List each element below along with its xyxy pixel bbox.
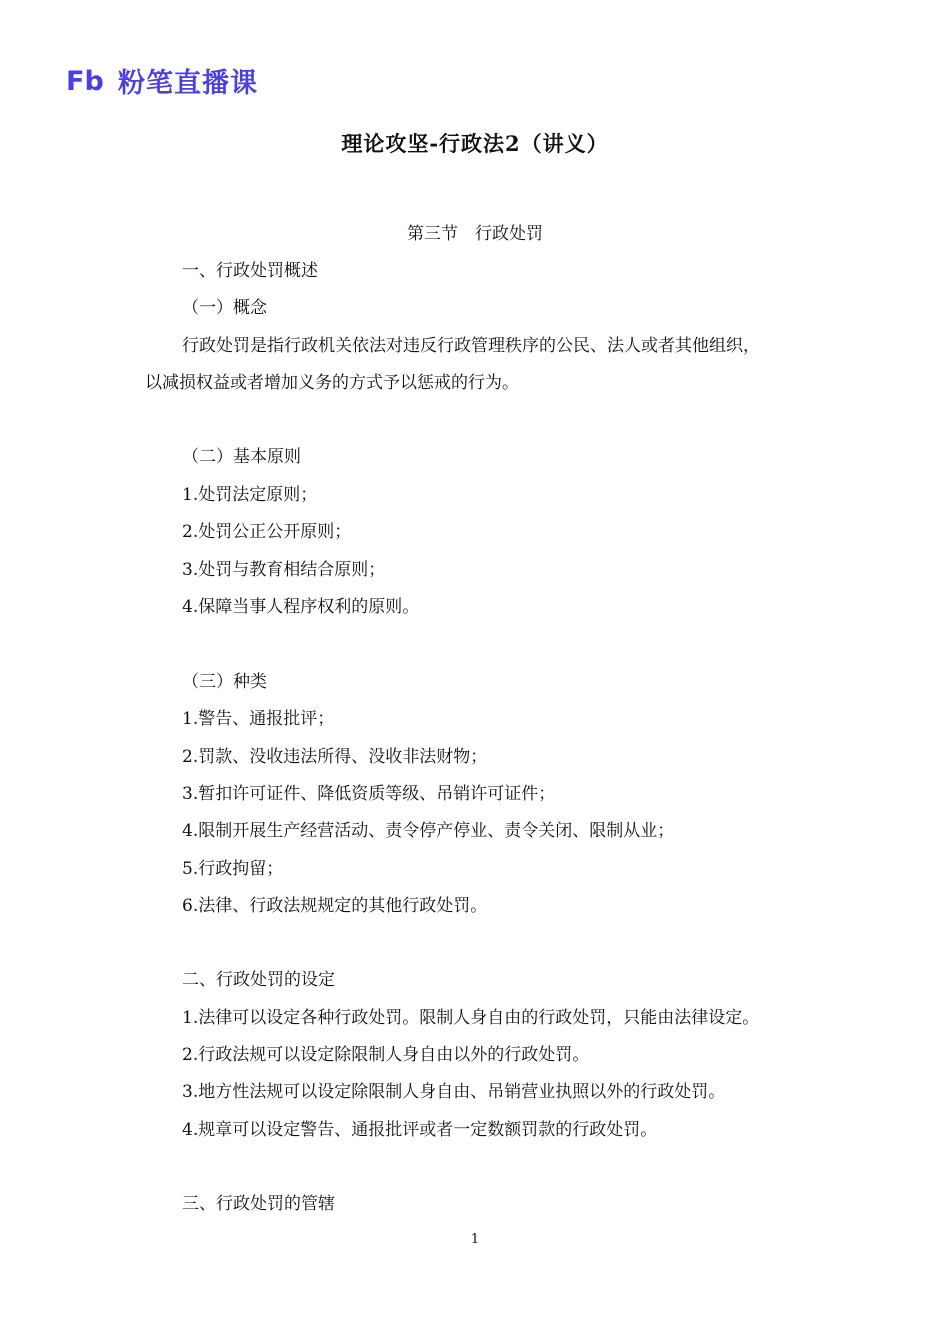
- brand-name: 粉笔直播课: [118, 67, 258, 99]
- section-heading: 第三节 行政处罚: [407, 224, 543, 244]
- part2-heading: 二、行政处罚的设定: [182, 970, 335, 990]
- principle-item: 3.处罚与教育相结合原则；: [182, 560, 386, 580]
- fb-logo-icon: [66, 65, 110, 95]
- setting-item: 1.法律可以设定各种行政处罚。限制人身自由的行政处罚，只能由法律设定。: [182, 1008, 760, 1028]
- part3-heading: 三、行政处罚的管辖: [182, 1194, 335, 1214]
- concept-para-line2: 以减损权益或者增加义务的方式予以惩戒的行为。: [145, 373, 519, 393]
- types-heading: （三）种类: [182, 672, 267, 692]
- principles-heading: （二）基本原则: [182, 447, 301, 467]
- type-item: 4.限制开展生产经营活动、责令停产停业、责令关闭、限制从业；: [182, 821, 675, 841]
- setting-item: 2.行政法规可以设定除限制人身自由以外的行政处罚。: [182, 1045, 590, 1065]
- type-item: 3.暂扣许可证件、降低资质等级、吊销许可证件；: [182, 784, 556, 804]
- type-item: 1.警告、通报批评；: [182, 709, 335, 729]
- logo-mark-text: Fb: [66, 66, 104, 95]
- setting-item: 4.规章可以设定警告、通报批评或者一定数额罚款的行政处罚。: [182, 1120, 658, 1140]
- type-item: 6.法律、行政法规规定的其他行政处罚。: [182, 896, 488, 916]
- document-title: 理论攻坚-行政法2（讲义）: [341, 131, 609, 156]
- concept-heading: （一）概念: [182, 298, 267, 318]
- concept-para-line1: 行政处罚是指行政机关依法对违反行政管理秩序的公民、法人或者其他组织，: [182, 336, 760, 356]
- type-item: 5.行政拘留；: [182, 859, 284, 879]
- brand-logo: [66, 62, 258, 98]
- part1-heading: 一、行政处罚概述: [182, 261, 318, 281]
- principle-item: 2.处罚公正公开原则；: [182, 522, 352, 542]
- page-number: 1: [470, 1232, 480, 1247]
- principle-item: 1.处罚法定原则；: [182, 485, 318, 505]
- principle-item: 4.保障当事人程序权利的原则。: [182, 597, 420, 617]
- setting-item: 3.地方性法规可以设定除限制人身自由、吊销营业执照以外的行政处罚。: [182, 1082, 726, 1102]
- type-item: 2.罚款、没收违法所得、没收非法财物；: [182, 747, 488, 767]
